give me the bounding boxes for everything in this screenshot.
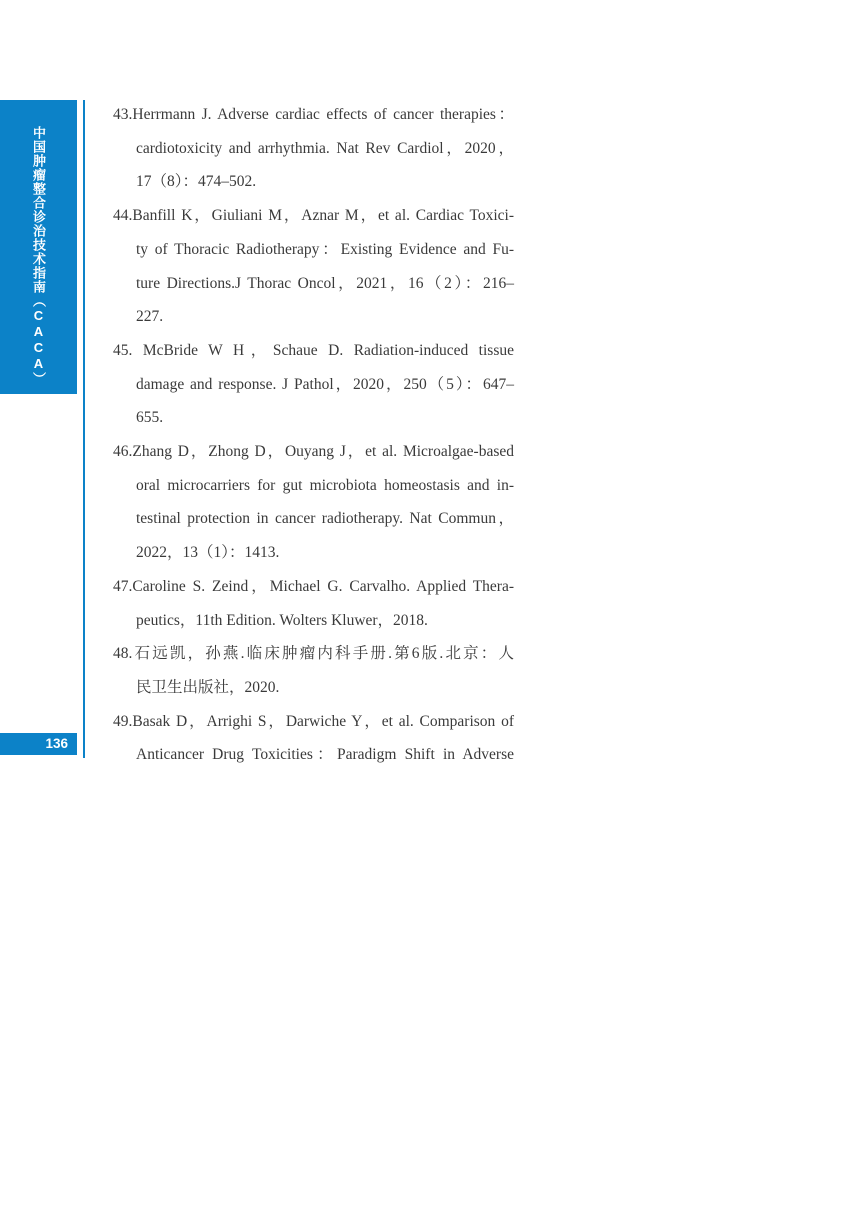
reference-line: 46.Zhang D，Zhong D，Ouyang J，et al. Microalgae-based [113, 443, 514, 461]
reference-item-45 [113, 334, 514, 435]
reference-line: 47.Caroline S. Zeind，Michael G. Carvalho. Applied Thera- [113, 577, 514, 595]
reference-item-44 [113, 199, 514, 334]
references-list [113, 98, 514, 772]
reference-line: testinal protection in cancer radiotherapy. Nat Commun， [136, 510, 514, 528]
reference-item-47 [113, 570, 514, 637]
reference-line: 49.Basak D，Arrighi S，Darwiche Y，et al. Comparison of [113, 712, 514, 730]
reference-line: damage and response. J Pathol，2020，250（5）：647– [136, 375, 514, 393]
book-title-vertical: 中国肿瘤整合诊治技术指南（CACA） [31, 126, 46, 386]
reference-line: 2022，13（1）：1413. [136, 544, 280, 562]
reference-line: oral microcarriers for gut microbiota homeostasis and in- [136, 476, 514, 494]
reference-line: 48.石远凯，孙燕.临床肿瘤内科手册.第6版.北京：人 [113, 645, 514, 663]
page-number: 136 [45, 736, 68, 751]
reference-item-48 [113, 637, 514, 704]
reference-item-46 [113, 435, 514, 570]
reference-line: ty of Thoracic Radiotherapy：Existing Evidence and Fu- [136, 240, 514, 258]
reference-line: 227. [136, 308, 164, 326]
reference-line: 17（8）：474–502. [136, 173, 257, 191]
reference-line: ture Directions.J Thorac Oncol，2021，16（2）：216– [136, 274, 514, 292]
sidebar-band [0, 100, 77, 394]
vertical-divider-line [83, 100, 85, 758]
reference-item-43 [113, 98, 514, 199]
reference-line: 43.Herrmann J. Adverse cardiac effects of cancer therapies： [113, 106, 514, 123]
page-number-badge [0, 733, 77, 755]
reference-line: 44.Banfill K，Giuliani M，Aznar M，et al. Cardiac Toxici- [113, 207, 514, 225]
reference-line: 655. [136, 409, 164, 427]
reference-line: peutics，11th Edition. Wolters Kluwer，2018. [136, 611, 428, 629]
reference-line: cardiotoxicity and arrhythmia. Nat Rev Cardiol，2020， [136, 139, 514, 157]
reference-line: 民卫生出版社，2020. [136, 678, 280, 696]
reference-item-49 [113, 705, 514, 772]
reference-line: Anticancer Drug Toxicities：Paradigm Shift in Adverse [136, 746, 514, 764]
reference-line: 45. McBride W H，Schaue D. Radiation-induced tissue [113, 341, 514, 359]
